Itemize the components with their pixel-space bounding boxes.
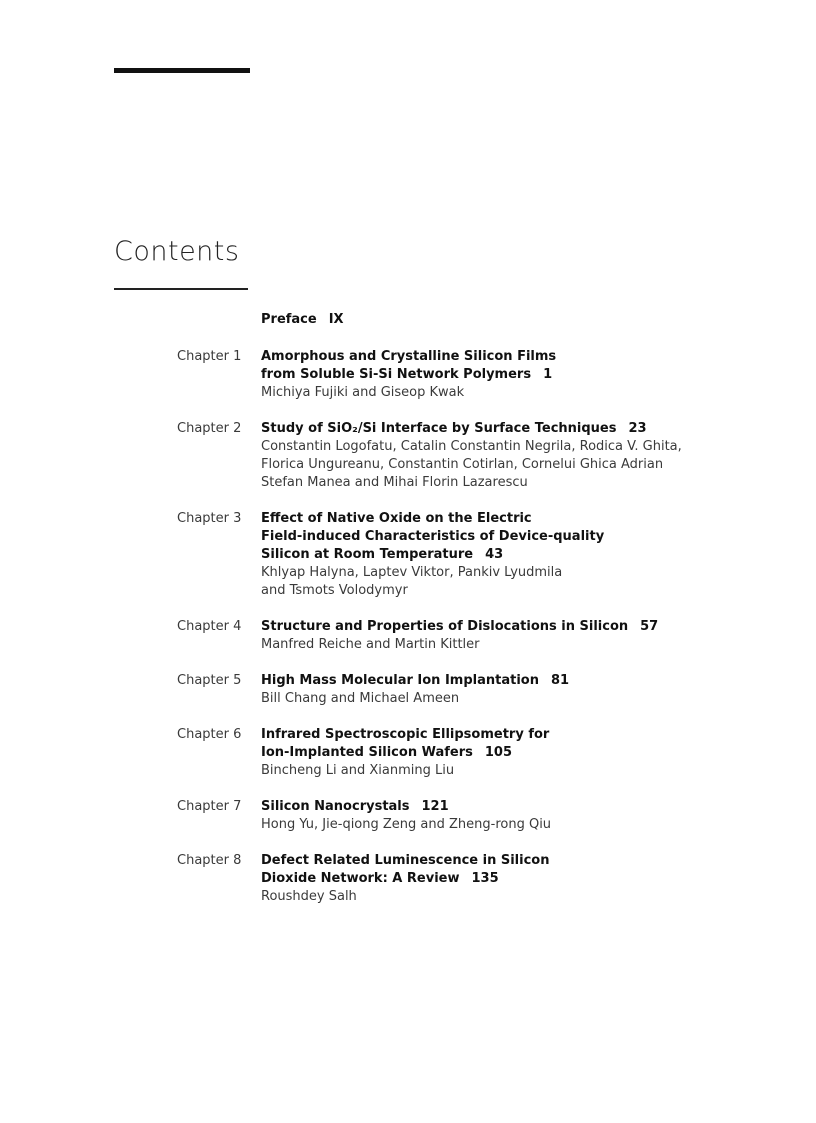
title-underline-rule: [114, 288, 248, 290]
chapter-title-line: [261, 672, 721, 690]
chapter-title-text: Dioxide Network: A Review: [261, 871, 460, 886]
chapter-title-line: [261, 510, 721, 528]
chapter-authors: [261, 564, 721, 600]
toc-entry-chapter-7[interactable]: [0, 798, 816, 834]
chapter-body: [261, 798, 721, 834]
chapter-authors: [261, 690, 721, 708]
chapter-title-text: Silicon at Room Temperature: [261, 547, 474, 562]
chapter-label: Chapter 2: [177, 421, 242, 436]
chapter-label: Chapter 4: [177, 619, 242, 634]
chapter-body: [261, 348, 721, 402]
chapter-title-text: High Mass Molecular Ion Implantation: [261, 673, 539, 688]
chapter-author-line: Khlyap Halyna, Laptev Viktor, Pankiv Lyudmila: [261, 565, 563, 580]
preface-title: [261, 311, 721, 329]
chapter-title-text: Defect Related Luminescence in Silicon: [261, 853, 550, 868]
chapter-title-text: Silicon Nanocrystals: [261, 799, 410, 814]
chapter-authors: [261, 438, 721, 492]
preface-body: [261, 311, 721, 329]
chapter-author-line: and Tsmots Volodymyr: [261, 583, 408, 598]
chapter-author-line: Hong Yu, Jie-qiong Zeng and Zheng-rong Qiu: [261, 817, 552, 832]
chapter-page-number: 135: [471, 871, 499, 886]
chapter-authors: [261, 762, 721, 780]
chapter-body: [261, 726, 721, 780]
chapter-label: Chapter 1: [177, 349, 242, 364]
chapter-body: [261, 672, 721, 708]
chapter-title: [261, 618, 721, 636]
chapter-title: [261, 672, 721, 690]
chapter-label: Chapter 5: [177, 673, 242, 688]
chapter-author-line: Constantin Logofatu, Catalin Constantin Negrila, Rodica V. Ghita,: [261, 439, 682, 454]
chapter-title-line: [261, 546, 721, 564]
chapter-author-line: Michiya Fujiki and Giseop Kwak: [261, 385, 465, 400]
chapter-author-line: Manfred Reiche and Martin Kittler: [261, 637, 480, 652]
chapter-authors: [261, 888, 721, 906]
chapter-author-line: Roushdey Salh: [261, 889, 357, 904]
chapter-page-number: 23: [628, 421, 647, 436]
chapter-title-line: [261, 744, 721, 762]
top-decorative-rule: [114, 68, 250, 73]
chapter-title-line: [261, 366, 721, 384]
chapter-title-text: Infrared Spectroscopic Ellipsometry for: [261, 727, 550, 742]
chapter-title-line: [261, 618, 721, 636]
chapter-title-text: Effect of Native Oxide on the Electric: [261, 511, 532, 526]
chapter-title-text: Ion-Implanted Silicon Wafers: [261, 745, 473, 760]
chapter-label: Chapter 6: [177, 727, 242, 742]
chapter-label: Chapter 8: [177, 853, 242, 868]
chapter-title-line: [261, 726, 721, 744]
chapter-title-text: Structure and Properties of Dislocations in Silicon: [261, 619, 629, 634]
chapter-author-line: Bill Chang and Michael Ameen: [261, 691, 460, 706]
chapter-title: [261, 420, 721, 438]
chapter-page-number: 43: [485, 547, 504, 562]
toc-entry-chapter-2[interactable]: [0, 420, 816, 492]
chapter-title-text: Amorphous and Crystalline Silicon Films: [261, 349, 557, 364]
table-of-contents: [0, 311, 816, 924]
toc-entry-chapter-1[interactable]: [0, 348, 816, 402]
chapter-title-line: [261, 348, 721, 366]
chapter-title-text: Study of SiO₂/Si Interface by Surface Techniques: [261, 421, 617, 436]
chapter-body: [261, 618, 721, 654]
chapter-page-number: 81: [550, 673, 570, 688]
chapter-title-line: [261, 420, 721, 438]
chapter-authors: [261, 636, 721, 654]
chapter-label: Chapter 3: [177, 511, 242, 526]
chapter-title-line: [261, 798, 721, 816]
chapter-body: [261, 852, 721, 906]
preface-label: Preface: [261, 312, 317, 327]
chapter-authors: [261, 384, 721, 402]
chapter-title-text: Field-induced Characteristics of Device-quality: [261, 529, 605, 544]
chapter-label: Chapter 7: [177, 799, 242, 814]
chapter-body: [261, 420, 721, 492]
toc-entry-chapter-3[interactable]: [0, 510, 816, 600]
toc-entry-chapter-4[interactable]: [0, 618, 816, 654]
toc-entry-chapter-5[interactable]: [0, 672, 816, 708]
preface-page-number: IX: [328, 312, 344, 327]
chapter-title-line: [261, 852, 721, 870]
chapter-author-line: Bincheng Li and Xianming Liu: [261, 763, 455, 778]
chapter-title: [261, 348, 721, 384]
chapter-body: [261, 510, 721, 600]
page-title: Contents: [114, 236, 240, 267]
chapter-authors: [261, 816, 721, 834]
chapter-title: [261, 510, 721, 564]
toc-entry-chapter-8[interactable]: [0, 852, 816, 906]
chapter-author-line: Florica Ungureanu, Constantin Cotirlan, Cornelui Ghica Adrian: [261, 457, 664, 472]
chapter-page-number: 121: [421, 799, 449, 814]
toc-entry-preface[interactable]: [0, 311, 816, 329]
chapter-page-number: 105: [484, 745, 513, 760]
chapter-author-line: Stefan Manea and Mihai Florin Lazarescu: [261, 475, 528, 490]
chapter-title-line: [261, 528, 721, 546]
chapter-page-number: 1: [543, 367, 553, 382]
toc-entry-chapter-6[interactable]: [0, 726, 816, 780]
chapter-page-number: 57: [640, 619, 659, 634]
chapter-title: [261, 798, 721, 816]
chapter-title-line: [261, 870, 721, 888]
chapter-title: [261, 852, 721, 888]
chapter-list: [0, 348, 816, 906]
chapter-title: [261, 726, 721, 762]
chapter-title-text: from Soluble Si-Si Network Polymers: [261, 367, 532, 382]
